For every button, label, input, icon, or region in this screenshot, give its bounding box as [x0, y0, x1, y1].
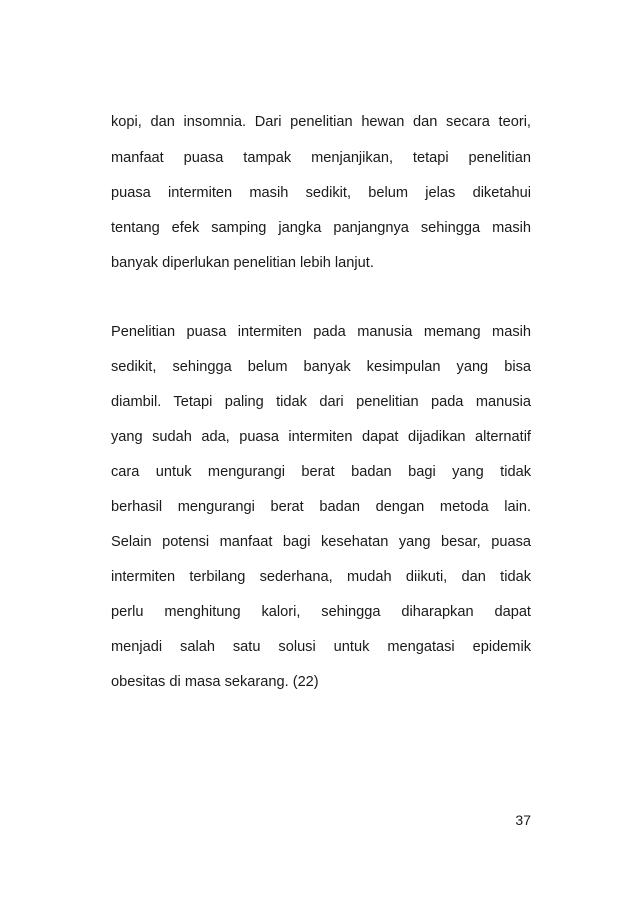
paragraph-line: kopi, dan insomnia. Dari penelitian hewan dan secara teori, [111, 114, 531, 130]
paragraph-line: banyak diperlukan penelitian lebih lanjut. [111, 255, 374, 271]
paragraph-line: menjadi salah satu solusi untuk mengatasi epidemik [111, 639, 531, 655]
paragraph-line: manfaat puasa tampak menjanjikan, tetapi penelitian [111, 150, 531, 166]
paragraph-line: yang sudah ada, puasa intermiten dapat dijadikan alternatif [111, 429, 531, 445]
paragraph-line: tentang efek samping jangka panjangnya sehingga masih [111, 220, 531, 236]
paragraph-line: intermiten terbilang sederhana, mudah diikuti, dan tidak [111, 569, 531, 585]
paragraph-line: berhasil mengurangi berat badan dengan metoda lain. [111, 499, 531, 515]
paragraph-line: perlu menghitung kalori, sehingga diharapkan dapat [111, 604, 531, 620]
paragraph-line: obesitas di masa sekarang. (22) [111, 674, 319, 690]
paragraph-line: puasa intermiten masih sedikit, belum jelas diketahui [111, 185, 531, 201]
paragraph-line: Selain potensi manfaat bagi kesehatan yang besar, puasa [111, 534, 531, 550]
paragraph-line: cara untuk mengurangi berat badan bagi yang tidak [111, 464, 531, 480]
paragraph-line: Penelitian puasa intermiten pada manusia memang masih [111, 324, 531, 340]
paragraph-line: diambil. Tetapi paling tidak dari penelitian pada manusia [111, 394, 531, 410]
page-number: 37 [515, 812, 531, 828]
paragraph-line: sedikit, sehingga belum banyak kesimpulan yang bisa [111, 359, 531, 375]
